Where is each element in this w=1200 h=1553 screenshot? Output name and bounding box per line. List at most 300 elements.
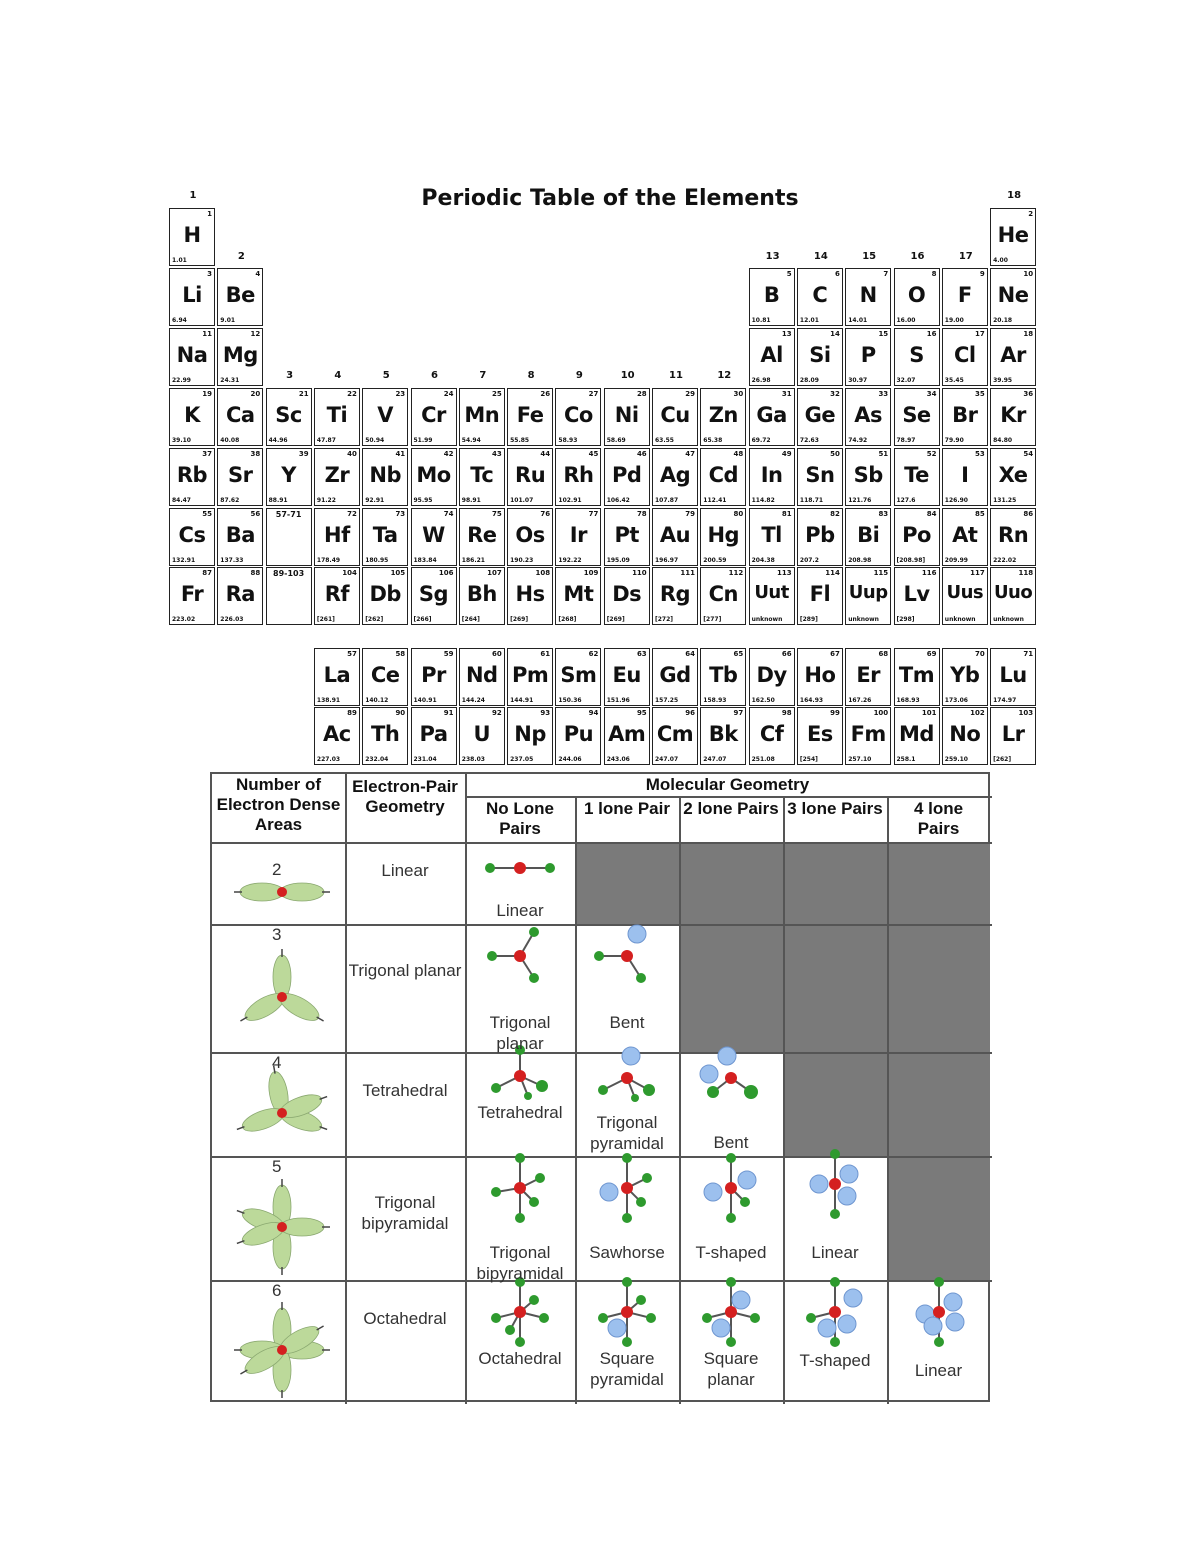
atomic-number: 44 [540,450,551,458]
atomic-number: 67 [830,650,840,658]
group-label-17: 17 [958,251,973,262]
element-cell-pd [604,448,650,506]
molecule-model-icon [790,1272,880,1352]
element-symbol: Ho [804,663,836,687]
element-cell-ga [749,388,795,446]
atomic-mass: 19.00 [944,317,964,324]
element-symbol: P [860,343,876,367]
element-symbol: N [859,283,877,307]
element-symbol: Eu [612,663,641,687]
atomic-number: 114 [825,569,840,577]
electron-domain-icon [232,930,332,1048]
atomic-number: 80 [733,510,744,518]
element-cell-mo [411,448,457,506]
atomic-mass: 150.36 [558,697,582,704]
element-symbol: Uup [848,582,888,603]
atomic-mass: 257.10 [848,756,872,763]
atomic-mass: 247.07 [655,756,679,763]
electron-dense-areas-count: 5 [272,1157,282,1176]
atomic-number: 65 [733,650,744,658]
header-lone-pairs-0: No Lone Pairs [486,799,554,838]
electron-domain-icon [232,1162,332,1276]
element-cell-h [169,208,215,266]
element-cell-ti [314,388,360,446]
atomic-number: 27 [588,390,599,398]
element-cell-mn [459,388,505,446]
group-label-7: 7 [479,370,487,381]
atomic-number: 63 [636,650,647,658]
atomic-number: 41 [395,450,406,458]
element-cell-ds [604,567,650,625]
element-cell-au [652,508,698,566]
atomic-mass: 192.22 [558,557,582,564]
atomic-number: 85 [975,510,985,518]
molecule-model-icon [894,1272,984,1352]
element-cell-hg [700,508,746,566]
group-label-9: 9 [575,370,583,381]
element-cell-ag [652,448,698,506]
atomic-number: 83 [878,510,889,518]
element-cell-eu [604,648,650,706]
element-symbol: Sb [853,463,883,487]
element-symbol: Lu [999,663,1027,687]
element-symbol: Ba [225,523,255,547]
atomic-number: 69 [926,650,937,658]
electron-domain-icon [232,848,332,920]
atomic-number: 19 [202,390,212,398]
element-symbol: Ir [569,523,587,547]
atomic-mass: 227.03 [316,756,341,763]
atomic-number: 81 [781,510,792,518]
atomic-mass: 39.10 [172,437,191,444]
atomic-mass: 158.93 [703,697,727,704]
atomic-number: 17 [975,330,985,338]
element-symbol: Y [281,463,296,487]
element-symbol: Sg [418,582,449,606]
element-cell-tl [749,508,795,566]
element-symbol: Ti [326,403,348,427]
element-symbol: Re [467,523,497,547]
element-symbol: He [997,223,1029,247]
atomic-mass: 180.95 [365,557,389,564]
element-cell-ce [362,648,408,706]
element-cell-b [749,268,795,326]
group-label-16: 16 [910,251,925,262]
element-symbol: Te [904,463,929,487]
element-cell-y [266,448,312,506]
atomic-mass: 173.06 [944,697,968,704]
element-symbol: La [323,663,351,687]
element-symbol: Nb [369,463,401,487]
element-cell-lv [894,567,940,625]
element-symbol: Cu [660,403,690,427]
atomic-mass: [269] [510,616,529,623]
atomic-mass: [269] [606,616,625,623]
element-cell-cd [700,448,746,506]
element-cell-mt [555,567,601,625]
element-cell-re [459,508,505,566]
atomic-mass: 247.07 [703,756,727,763]
atomic-number: 105 [390,569,406,577]
element-cell-uut [749,567,795,625]
element-cell-ne [990,268,1036,326]
element-cell-sm [555,648,601,706]
element-cell-pu [555,707,601,765]
element-symbol: S [909,343,924,367]
atomic-mass: 28.09 [799,377,819,384]
atomic-mass: 144.24 [461,697,485,704]
atomic-mass: 251.08 [751,756,775,763]
atomic-number: 118 [1018,569,1034,577]
molecule-model-icon [582,1148,672,1228]
atomic-number: 11 [202,330,212,338]
element-cell-es [797,707,843,765]
atomic-number: 13 [781,330,792,338]
molecular-geometry-label: Square pyramidal [590,1349,664,1389]
atomic-mass: 20.18 [993,317,1013,324]
element-symbol: Tm [898,663,935,687]
element-cell-nd [459,648,505,706]
atomic-mass: 51.99 [413,437,433,444]
electron-pair-geometry-label: Trigonal planar [348,961,462,980]
atomic-number: 112 [728,569,744,577]
atomic-number: 102 [970,709,985,717]
element-cell-fm [845,707,891,765]
element-cell-ir [555,508,601,566]
molecule-model-icon [582,1038,672,1118]
element-symbol: Zr [324,463,350,487]
element-cell-sr [217,448,263,506]
empty-gray-cell [783,842,887,924]
atomic-number: 30 [733,390,744,398]
atomic-mass: 127.6 [896,497,916,504]
atomic-number: 18 [1023,330,1034,338]
element-symbol: Po [902,523,931,547]
element-symbol: No [949,722,981,746]
atomic-mass: 98.91 [461,497,481,504]
atomic-mass: 226.03 [220,616,244,623]
atomic-mass: 79.90 [944,437,964,444]
atomic-number: 116 [921,569,937,577]
element-cell-pt [604,508,650,566]
atomic-number: 78 [636,510,647,518]
atomic-number: 40 [347,450,357,458]
atomic-number: 28 [636,390,647,398]
atomic-mass: 91.22 [316,497,336,504]
atomic-number: 101 [921,709,937,717]
atomic-mass: 30.97 [848,377,868,384]
element-symbol: Mt [563,582,594,606]
atomic-mass: 47.87 [316,437,336,444]
electron-dense-areas-count: 2 [272,860,282,879]
atomic-mass: 35.45 [944,377,964,384]
atomic-number: 49 [781,450,792,458]
electron-dense-areas-count: 4 [272,1053,282,1072]
element-cell-na [169,328,215,386]
element-symbol: Np [514,722,546,746]
element-symbol: Si [809,343,831,367]
element-cell-ac [314,707,360,765]
atomic-number: 16 [926,330,937,338]
group-label-1: 1 [189,190,197,201]
atomic-mass: 137.33 [220,557,244,564]
table-divider [575,796,577,1404]
atomic-number: 56 [250,510,261,518]
atomic-mass: 63.55 [655,437,674,444]
atomic-mass: 107.87 [655,497,679,504]
molecular-geometry-label: Trigonal pyramidal [590,1113,664,1153]
element-cell-th [362,707,408,765]
element-cell-cr [411,388,457,446]
atomic-mass: 22.99 [172,377,191,384]
molecule-model-icon [582,1272,672,1352]
atomic-mass: [277] [703,616,722,623]
element-cell-br [942,388,988,446]
atomic-number: 70 [975,650,985,658]
atomic-mass: 69.72 [751,437,771,444]
atomic-mass: 88.91 [268,497,288,504]
molecule-model-icon [790,1144,880,1224]
element-symbol: F [957,283,972,307]
element-cell-ho [797,648,843,706]
element-symbol: Hf [324,523,350,547]
element-cell-i [942,448,988,506]
atomic-number: 97 [733,709,744,717]
electron-domain-icon [232,1058,332,1152]
molecular-geometry-label: Square planar [703,1349,759,1389]
element-cell-cu [652,388,698,446]
element-cell-pb [797,508,843,566]
element-cell-ba [217,508,263,566]
atomic-number: 42 [443,450,454,458]
atomic-number: 74 [443,510,454,518]
atomic-number: 29 [685,390,695,398]
atomic-mass: 58.69 [606,437,626,444]
atomic-number: 79 [685,510,695,518]
element-placeholder [266,508,312,566]
element-symbol: Co [563,403,593,427]
element-cell-la [314,648,360,706]
atomic-number: 35 [975,390,985,398]
element-cell-sg [411,567,457,625]
atomic-mass: 144.91 [510,697,534,704]
atomic-number: 20 [250,390,261,398]
atomic-number: 53 [975,450,985,458]
group-label-11: 11 [669,370,683,381]
molecule-model-icon [475,916,565,996]
atomic-mass: 151.96 [606,697,630,704]
atomic-mass: 84.47 [172,497,191,504]
atomic-number: 89 [347,709,357,717]
atomic-number: 76 [540,510,551,518]
element-symbol: U [473,722,491,746]
atomic-number: 104 [342,569,357,577]
atomic-mass: 14.01 [848,317,868,324]
element-symbol: Pm [511,663,549,687]
atomic-mass: 106.42 [606,497,630,504]
group-label-2: 2 [237,251,245,262]
element-cell-ca [217,388,263,446]
molecular-geometry-label: T-shaped [695,1243,767,1262]
atomic-mass: 140.12 [365,697,389,704]
molecule-model-icon [475,1148,565,1228]
element-cell-no [942,707,988,765]
element-cell-kr [990,388,1036,446]
element-symbol: Nd [465,663,498,687]
element-symbol: W [422,523,445,547]
element-cell-s [894,328,940,386]
header-lone-pairs-4: 4 lone Pairs [913,799,964,838]
atomic-number: 82 [830,510,840,518]
atomic-mass: 196.97 [655,557,679,564]
atomic-mass: unknown [993,616,1024,623]
element-cell-sc [266,388,312,446]
atomic-number: 51 [878,450,889,458]
element-cell-rg [652,567,698,625]
element-cell-be [217,268,263,326]
atomic-mass: 208.98 [848,557,872,564]
element-cell-cm [652,707,698,765]
element-symbol: Na [176,343,208,367]
element-cell-tm [894,648,940,706]
element-symbol: Li [182,283,202,307]
element-symbol: Er [856,663,881,687]
atomic-mass: 131.25 [993,497,1017,504]
element-symbol: Pu [563,722,594,746]
element-cell-yb [942,648,988,706]
element-cell-in [749,448,795,506]
molecule-model-icon [686,1038,776,1118]
element-symbol: Mn [464,403,500,427]
atomic-number: 25 [492,390,502,398]
atomic-number: 93 [540,709,551,717]
atomic-number: 52 [926,450,937,458]
atomic-mass: 101.07 [510,497,534,504]
atomic-number: 113 [776,569,792,577]
element-symbol: H [183,223,201,247]
atomic-mass: [208.98] [896,557,926,564]
element-cell-he [990,208,1036,266]
element-cell-zn [700,388,746,446]
atomic-number: 92 [492,709,502,717]
atomic-mass: 222.02 [993,557,1017,564]
element-symbol: Lr [1001,722,1025,746]
element-symbol: Pt [614,523,639,547]
element-cell-bk [700,707,746,765]
atomic-number: 96 [685,709,695,717]
element-symbol: Uut [754,582,789,603]
element-symbol: Mo [416,463,451,487]
molecular-geometry-label: Linear [914,1361,963,1380]
element-symbol: Mg [222,343,258,367]
element-cell-v [362,388,408,446]
atomic-number: 37 [202,450,212,458]
molecular-geometry-label: Sawhorse [589,1243,665,1262]
atomic-mass: 40.08 [220,437,240,444]
atomic-mass: 207.2 [799,557,819,564]
atomic-mass: 102.91 [558,497,582,504]
element-cell-ta [362,508,408,566]
atomic-mass: [266] [413,616,432,623]
table-divider [679,796,681,1404]
atomic-number: 64 [685,650,695,658]
element-symbol: Os [515,523,545,547]
element-cell-n [845,268,891,326]
element-cell-k [169,388,215,446]
atomic-number: 61 [540,650,551,658]
element-symbol: Fm [850,722,886,746]
atomic-number: 75 [492,510,502,518]
atomic-mass: 223.02 [172,616,196,623]
atomic-mass: [272] [655,616,674,623]
atomic-mass: 238.03 [461,756,485,763]
element-cell-uus [942,567,988,625]
atomic-number: 84 [926,510,937,518]
element-cell-pr [411,648,457,706]
group-label-6: 6 [431,370,438,381]
element-symbol: Cm [656,722,694,746]
atomic-number: 3 [207,270,212,278]
atomic-number: 58 [395,650,406,658]
element-cell-u [459,707,505,765]
element-symbol: Ne [997,283,1029,307]
element-symbol: Cf [759,722,784,746]
empty-gray-cell [887,1156,990,1280]
atomic-mass: 55.85 [510,437,530,444]
element-symbol: Ac [323,722,351,746]
element-cell-os [507,508,553,566]
atomic-number: 117 [970,569,985,577]
atomic-number: 91 [443,709,454,717]
atomic-mass: 4.00 [993,257,1008,264]
element-cell-hs [507,567,553,625]
atomic-number: 71 [1023,650,1034,658]
table-divider [783,796,785,1404]
element-cell-am [604,707,650,765]
element-symbol: O [907,283,926,307]
page-title: Periodic Table of the Elements [421,186,799,211]
element-symbol: Sc [275,403,302,427]
element-cell-np [507,707,553,765]
element-symbol: Tc [470,463,494,487]
atomic-number: 6 [835,270,840,278]
element-symbol: As [854,403,883,427]
atomic-mass: 54.94 [461,437,481,444]
element-symbol: Fr [180,582,204,606]
element-symbol: Db [369,582,401,606]
atomic-number: 57 [347,650,357,658]
molecule-model-icon [475,1272,565,1352]
atomic-mass: 258.1 [896,756,916,763]
atomic-mass: 12.01 [799,317,819,324]
atomic-number: 106 [438,569,454,577]
element-symbol: Ra [225,582,255,606]
atomic-number: 73 [395,510,406,518]
atomic-mass: 50.94 [365,437,385,444]
element-symbol: Ga [756,403,787,427]
atomic-number: 14 [830,330,840,338]
element-cell-mg [217,328,263,386]
atomic-number: 87 [202,569,212,577]
atomic-mass: 44.96 [268,437,288,444]
atomic-mass: 243.06 [606,756,630,763]
element-symbol: Gd [659,663,691,687]
element-symbol: Ag [659,463,691,487]
molecular-geometry-label: T-shaped [799,1351,871,1370]
atomic-number: 36 [1023,390,1034,398]
element-symbol: Al [760,343,783,367]
atomic-mass: unknown [848,616,879,623]
